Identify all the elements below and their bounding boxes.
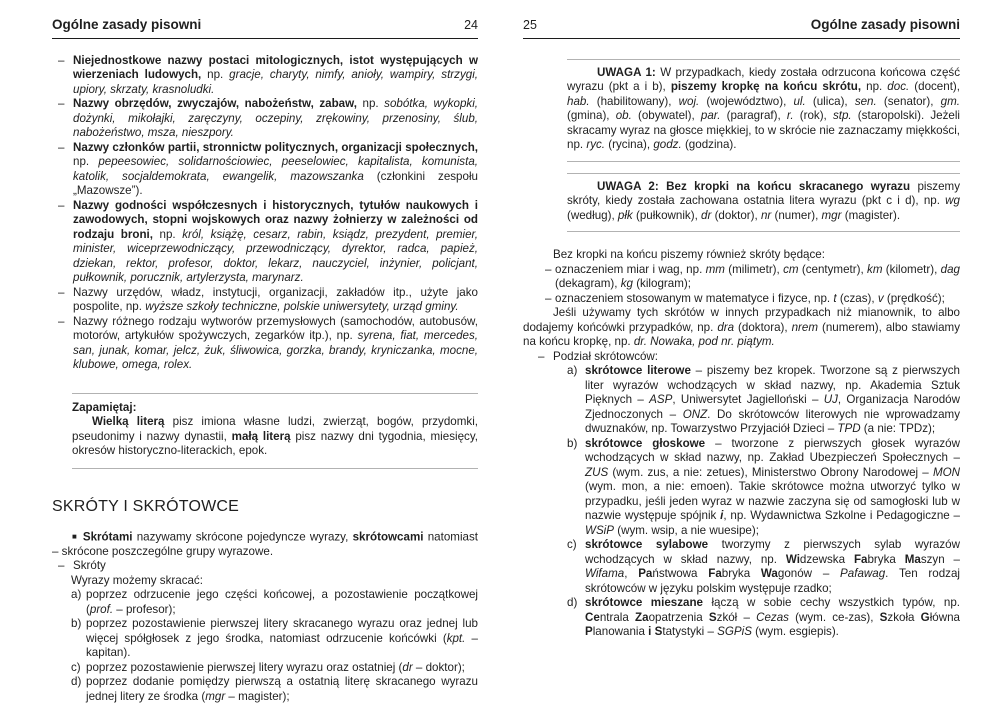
item-text: poprzez odrzucenie jego części końcowej, a pozostawienie początkowej (prof. – profesor); bbox=[86, 588, 478, 616]
item-text: poprzez pozostawienie pierwszej litery wyrazu oraz ostatniej (dr – doktor); bbox=[86, 660, 465, 674]
lead-paragraph: Bez kropki na końcu piszemy również skróty będące: bbox=[553, 248, 825, 261]
uwaga1-box bbox=[567, 59, 960, 162]
lettered-item bbox=[567, 538, 960, 596]
item-text: poprzez pozostawienie pierwszej litery skracanego wyrazu oraz jednej lub więcej spółgłosek z jego środka, natomiast odrzucenie końcówki (kpt. – kapitan). bbox=[86, 617, 479, 659]
lettered-item bbox=[567, 596, 960, 640]
list-item bbox=[523, 292, 960, 307]
remember-box bbox=[72, 393, 478, 469]
subsection-heading bbox=[523, 350, 960, 365]
cases-paragraph: Jeśli używamy tych skrótów w innych przypadkach niż mianownik, to albo dodajemy końcówki przypadków, np. dra (doktora), nrem (numerem), albo stawiamy na końcu kropkę, np. dr. Nowaka, pod nr. piątym. bbox=[523, 306, 961, 348]
dash-bullet-icon: – bbox=[545, 262, 552, 276]
lettered-item bbox=[71, 588, 478, 617]
lettered-item bbox=[71, 675, 478, 704]
item-text: poprzez dodanie pomiędzy pierwszą a ostatnią literę skracanego wyrazu jednej litery ze środka (mgr – magister); bbox=[86, 675, 478, 703]
dash-bullet-icon: – bbox=[58, 559, 65, 572]
uwaga2-box bbox=[567, 173, 960, 233]
dash-bullet-icon: – bbox=[58, 198, 65, 212]
item-text: skrótowce głoskowe – tworzone z pierwszych głosek wyrazów wchodzących w skład nazwy, np. Zakład Ubezpieczeń Społecznych – ZUS (wym. zus, a nie: zetues), Ministerstwo Obrony Narodowej – MON (wym. mon, a nie: emoen). Takie skrótowce można utworzyć tylko w przypadku, jeśli jeden wyraz w nazwie zaczyna się od samogłoski lub w nazwie występuje spójnik i, np. Wydawnictwa Szkolne i Pedagogiczne – WSiP (wym. wsip, a nie wuesipe); bbox=[585, 436, 960, 537]
item-label: b) bbox=[71, 617, 82, 630]
section-intro-paragraph bbox=[52, 530, 478, 560]
book-page-right bbox=[523, 18, 960, 640]
square-bullet-icon: ■ bbox=[72, 531, 78, 541]
list-item bbox=[52, 315, 478, 373]
uwaga1-text: UWAGA 1: W przypadkach, kiedy została odrzucona końcowa część wyrazu (pkt a i b), piszemy kropkę na końcu skrótu, np. doc. (docent), hab. (habilitowany), woj. (województwo), ul. (ulica), sen. (senator), gm. (gmina), ob. (obywatel), par. (paragraf), r. (rok), stp. (staropolski). Jeżeli skracamy wyraz na głosce miękkiej, to w skrócie nie zaznaczamy miękkości, np. ryc. (rycina), godz. (godzina). bbox=[567, 65, 961, 151]
item-label: a) bbox=[567, 364, 578, 377]
dash-bullet-icon: – bbox=[58, 140, 65, 154]
list-item bbox=[523, 263, 960, 292]
list-item-text: Nazwy różnego rodzaju wytworów przemysłowych (samochodów, autobusów, motorów, artykułów spożywczych, zegarków itp.), np. syrena, fiat, mercedes, san, junak, komar, jelcz, żuk, śliwowica, gorzka, brandy, kryniczanka, mocne, klubowe, omega, rolex. bbox=[73, 314, 478, 371]
lead-sentence: Wyrazy możemy skracać: bbox=[71, 573, 203, 587]
dash-bullet-icon: – bbox=[538, 349, 545, 363]
item-text: skrótowce mieszane łączą w sobie cechy wszystkich typów, np. Centrala Zaopatrzenia Szkół – Cezas (wym. ce-zas), Szkoła Główna Planowania i Statystyki – SGPiS (wym. esgiepis). bbox=[585, 596, 960, 638]
list-item-text: Nazwy obrzędów, zwyczajów, nabożeństw, zabaw, np. sobótka, wykopki, dożynki, mikołajki, zaręczyny, oczepiny, zrękowiny, przenosiny, ślub, nabożeństwo, msza, nieszpory. bbox=[73, 97, 479, 139]
page-number: 25 bbox=[523, 18, 537, 32]
lettered-item bbox=[71, 661, 478, 676]
dash-bullet-icon: – bbox=[545, 291, 552, 305]
item-text: skrótowce sylabowe tworzymy z pierwszych sylab wyrazów wchodzących w skład nazwy, np. Widzewska Fabryka Maszyn – Wifama, Państwowa Fabryka Wagonów – Pafawag. Ten rodzaj skrótowców w języku polskim występuje rzadko; bbox=[585, 538, 961, 595]
item-label: d) bbox=[71, 675, 82, 688]
list-item-text: oznaczeniem stosowanym w matematyce i fizyce, np. t (czas), v (prędkość); bbox=[555, 291, 945, 305]
page-header bbox=[523, 18, 960, 39]
list-item-text: Nazwy członków partii, stronnictw politycznych, organizacji społecznych, np. pepeesowiec, solidarnościowiec, peeselowiec, kapitalista, komunista, katolik, socjaldemokrata, ewangelik, mazowszanka (członkini zespołu „Mazowsze”). bbox=[73, 140, 478, 197]
list-item bbox=[52, 97, 478, 141]
lettered-item bbox=[71, 617, 478, 661]
section-intro-text: Skrótami nazywamy skrócone pojedyncze wyrazy, skrótowcami natomiast – skrócone poszczególne grupy wyrazowe. bbox=[52, 530, 478, 558]
lettered-item bbox=[567, 437, 960, 539]
list-item bbox=[52, 141, 478, 199]
dash-bullet-icon: – bbox=[58, 53, 65, 67]
subsection-heading-text: Skróty bbox=[73, 559, 106, 572]
item-label: a) bbox=[71, 588, 82, 601]
page-title: Ogólne zasady pisowni bbox=[52, 17, 202, 32]
item-label: d) bbox=[567, 596, 578, 609]
list-item-text: Nazwy urzędów, władz, instytucji, organizacji, zakładów itp., użyte jako pospolite, np. wyższe szkoły techniczne, polskie uniwersytety, urząd gminy. bbox=[73, 285, 478, 313]
remember-body: Wielką literą pisz imiona własne ludzi, zwierząt, bogów, przydomki, pseudonimy i nazwy dynastii, małą literą pisz nazwy dni tygodnia, miesięcy, okresów historyczno-literackich, epok. bbox=[72, 415, 478, 457]
book-page-left bbox=[52, 18, 478, 704]
subsection-heading-text: Podział skrótowców: bbox=[553, 349, 659, 363]
list-item-text: oznaczeniem miar i wag, np. mm (milimetr), cm (centymetr), km (kilometr), dag (dekagram), kg (kilogram); bbox=[555, 262, 960, 290]
page-number: 24 bbox=[464, 18, 478, 32]
page-header bbox=[52, 18, 478, 39]
item-label: c) bbox=[567, 538, 577, 551]
dash-bullet-icon: – bbox=[58, 314, 65, 328]
list-item bbox=[52, 286, 478, 315]
list-item bbox=[52, 199, 478, 286]
list-item-text: Niejednostkowe nazwy postaci mitologicznych, istot występujących w wierzeniach ludowych, np. gracje, charyty, nimfy, anioły, wampiry, strzygi, upiory, skrzaty, krasnoludki. bbox=[73, 53, 478, 96]
remember-label: Zapamiętaj: bbox=[72, 400, 137, 414]
lettered-item bbox=[567, 364, 960, 437]
list-item bbox=[52, 54, 478, 98]
item-label: b) bbox=[567, 436, 578, 450]
section-title: SKRÓTY I SKRÓTOWCE bbox=[52, 497, 240, 515]
item-text: skrótowce literowe – piszemy bez kropek. Tworzone są z pierwszych liter wyrazów wchodzących w skład nazwy, np. Akademia Sztuk Pięknych – ASP, Uniwersytet Jagielloński – UJ, Organizacja Narodów Zjednoczonych – ONZ. Do skrótowców literowych nie wprowadzamy dwuznaków, np. Towarzystwo Przyjaciół Dzieci – TPD (a nie: TPDz); bbox=[585, 364, 961, 435]
list-item-text: Nazwy godności współczesnych i historycznych, tytułów naukowych i zawodowych, stopni wojskowych oraz nazwy żołnierzy w zależności od rodzaju broni, np. król, książę, cesarz, rabin, ksiądz, prezydent, premier, minister, wiceprzewodniczący, przewodniczący, dyrektor, radca, papież, dziekan, rektor, profesor, doktor, lekarz, nauczyciel, inżynier, policjant, pułkownik, porucznik, artylerzysta, marynarz. bbox=[73, 198, 478, 284]
dash-bullet-icon: – bbox=[58, 97, 65, 110]
uwaga2-text: UWAGA 2: Bez kropki na końcu skracanego wyrazu piszemy skróty, kiedy została zachowana ostatnia litera wyrazu (pkt c i d), np. wg (według), płk (pułkownik), dr (doktor), nr (numer), mgr (magister). bbox=[567, 179, 960, 222]
subsection-heading bbox=[52, 559, 478, 574]
page-title: Ogólne zasady pisowni bbox=[810, 17, 960, 32]
rules-bullet-list bbox=[52, 54, 478, 373]
dash-bullet-icon: – bbox=[58, 285, 65, 299]
item-label: c) bbox=[71, 660, 81, 674]
